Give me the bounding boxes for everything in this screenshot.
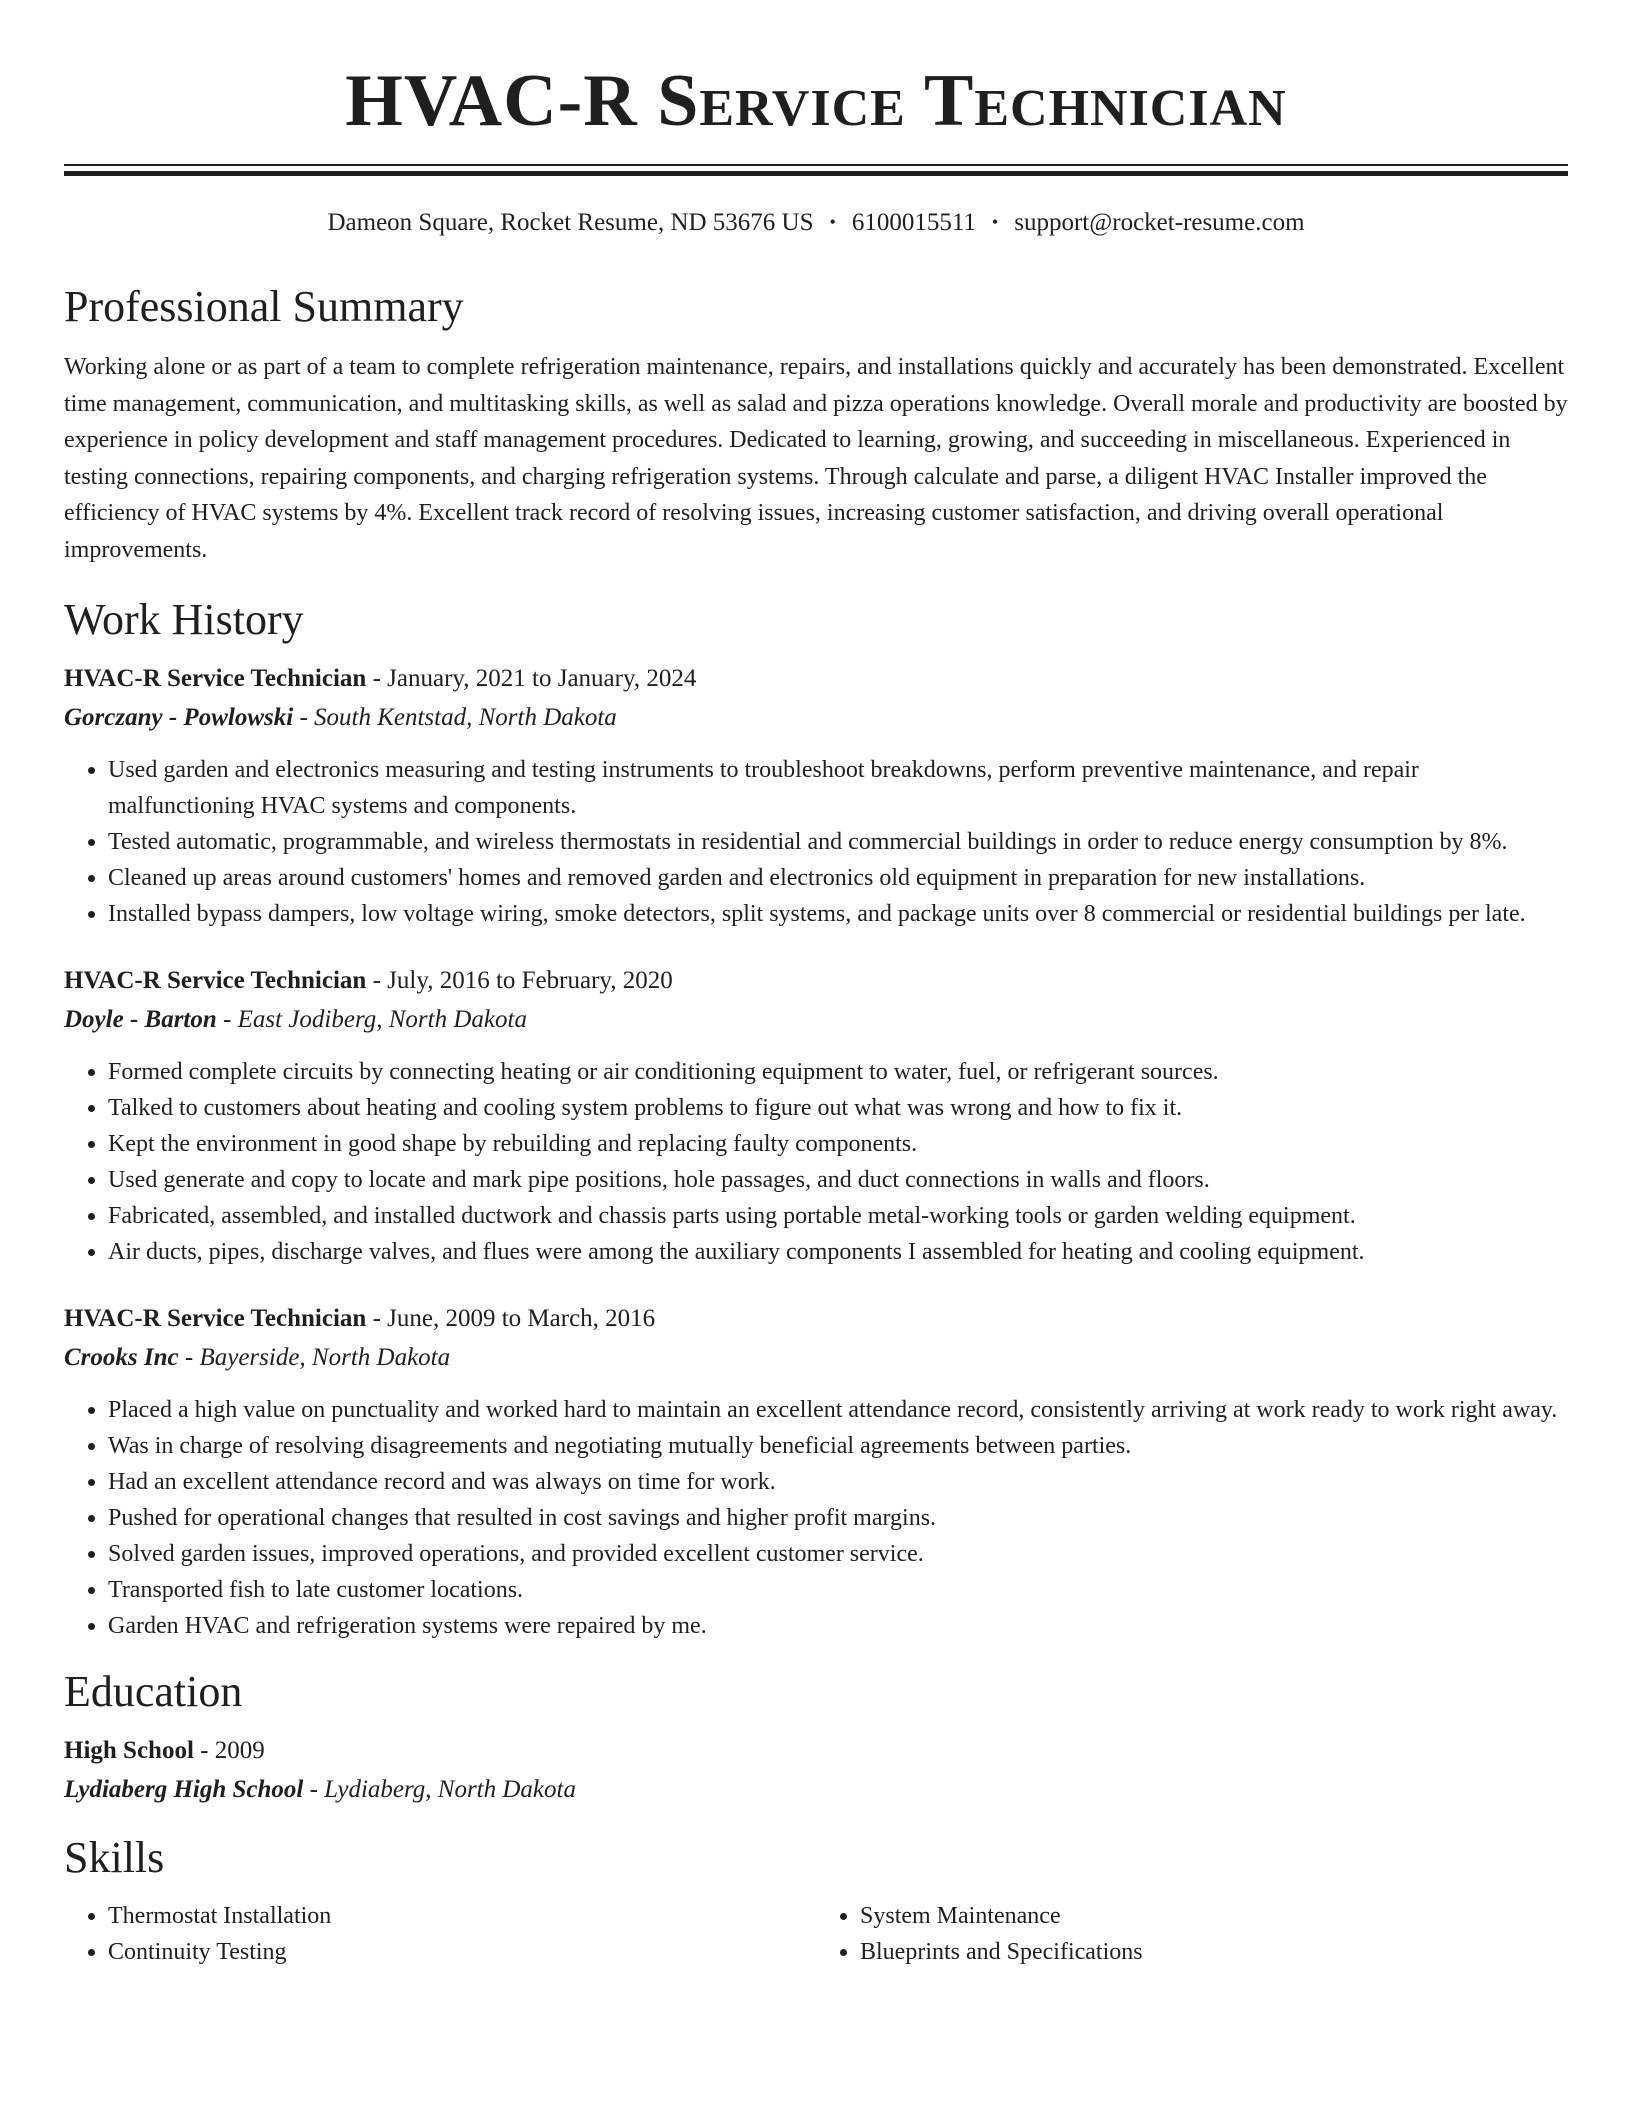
job-dates: - June, 2009 to March, 2016 (366, 1305, 656, 1332)
job-dates: - July, 2016 to February, 2020 (366, 967, 673, 994)
job-company: Crooks Inc (64, 1344, 179, 1371)
education-heading: Education (64, 1667, 243, 1716)
job-bullet: • Placed a high value on punctuality and worked hard to maintain an excellent attendance record, consistently arriving at work ready to work right away. (108, 1392, 1568, 1428)
skill-item: • System Maintenance (860, 1898, 1568, 1934)
summary-heading: Professional Summary (64, 282, 464, 331)
job-company-line (64, 1338, 1568, 1378)
job-role: HVAC-R Service Technician (64, 1305, 367, 1332)
job-entry (64, 1300, 1568, 1644)
job-header (64, 1300, 1568, 1338)
job-bullet: • Garden HVAC and refrigeration systems were repaired by me. (108, 1608, 1568, 1644)
job-location: - East Jodiberg, North Dakota (216, 1006, 527, 1033)
education-year: - 2009 (193, 1737, 265, 1764)
job-bullet: • Cleaned up areas around customers' homes and removed garden and electronics old equipment in preparation for new installations. (108, 860, 1568, 896)
skills-column-left (64, 1898, 816, 1970)
resume-name: HVAC-R Service Technician (345, 60, 1287, 142)
job-bullet: • Transported fish to late customer locations. (108, 1572, 1568, 1608)
job-header (64, 660, 1568, 698)
job-bullets (64, 1054, 1568, 1270)
job-bullet: • Used generate and copy to locate and mark pipe positions, hole passages, and duct connections in walls and floors. (108, 1162, 1568, 1198)
contact-separator: • (829, 212, 836, 232)
skills-list (64, 1898, 1568, 1970)
summary-text: Working alone or as part of a team to complete refrigeration maintenance, repairs, and installations quickly and accurately has been demonstrated. Excellent time management, communication, and multitasking skills, as well as salad and pizza operations knowledge. Overall morale and productivity are boosted by experience in policy development and staff management procedures. Dedicated to learning, growing, and succeeding in miscellaneous. Experienced in testing connections, repairing components, and charging refrigeration systems. Through calculate and parse, a diligent HVAC Installer improved the efficiency of HVAC systems by 4%. Excellent track record of resolving issues, increasing customer satisfaction, and driving overall operational improvements. (64, 354, 1568, 563)
job-bullet: • Used garden and electronics measuring and testing instruments to troubleshoot breakdowns, perform preventive maintenance, and repair malfunctioning HVAC systems and components. (108, 752, 1568, 824)
job-bullet: • Formed complete circuits by connecting heating or air conditioning equipment to water, fuel, or refrigerant sources. (108, 1054, 1568, 1090)
job-bullet: • Was in charge of resolving disagreements and negotiating mutually beneficial agreements between parties. (108, 1428, 1568, 1464)
job-bullet: • Talked to customers about heating and cooling system problems to figure out what was wrong and how to fix it. (108, 1090, 1568, 1126)
contact-phone: 6100015511 (851, 209, 976, 236)
job-company-line (64, 1000, 1568, 1040)
education-degree: High School (64, 1737, 194, 1764)
contact-address: Dameon Square, Rocket Resume, ND 53676 US (327, 209, 814, 236)
job-bullet: • Kept the environment in good shape by rebuilding and replacing faulty components. (108, 1126, 1568, 1162)
job-header (64, 962, 1568, 1000)
job-company-line (64, 698, 1568, 738)
skill-item: • Continuity Testing (108, 1934, 816, 1970)
job-bullets (64, 752, 1568, 932)
education-header (64, 1732, 1568, 1770)
education-entry (64, 1732, 1568, 1810)
job-dates: - January, 2021 to January, 2024 (366, 665, 697, 692)
job-bullet: • Installed bypass dampers, low voltage wiring, smoke detectors, split systems, and package units over 8 commercial or residential buildings per late. (108, 896, 1568, 932)
job-role: HVAC-R Service Technician (64, 967, 367, 994)
skills-column-right (816, 1898, 1568, 1970)
education-location: - Lydiaberg, North Dakota (303, 1776, 576, 1803)
contact-separator: • (991, 212, 999, 232)
job-location: - Bayerside, North Dakota (178, 1344, 451, 1371)
job-bullet: • Air ducts, pipes, discharge valves, and flues were among the auxiliary components I assembled for heating and cooling equipment. (108, 1234, 1568, 1270)
skill-item: • Blueprints and Specifications (860, 1934, 1568, 1970)
education-school: Lydiaberg High School (64, 1776, 304, 1803)
skills-heading: Skills (64, 1833, 165, 1882)
contact-line (64, 206, 1568, 239)
header-rule-thick (64, 171, 1568, 176)
header-rule-thin (64, 164, 1568, 166)
education-school-line (64, 1770, 1568, 1810)
job-entry (64, 962, 1568, 1270)
job-role: HVAC-R Service Technician (64, 665, 367, 692)
job-bullets (64, 1392, 1568, 1644)
job-bullet: • Solved garden issues, improved operations, and provided excellent customer service. (108, 1536, 1568, 1572)
job-bullet: • Fabricated, assembled, and installed ductwork and chassis parts using portable metal-working tools or garden welding equipment. (108, 1198, 1568, 1234)
job-bullet: • Tested automatic, programmable, and wireless thermostats in residential and commercial buildings in order to reduce energy consumption by 8%. (108, 824, 1568, 860)
job-company: Gorczany - Powlowski (64, 704, 294, 731)
job-bullet: • Had an excellent attendance record and was always on time for work. (108, 1464, 1568, 1500)
job-entry (64, 660, 1568, 932)
skill-item: • Thermostat Installation (108, 1898, 816, 1934)
contact-email: support@rocket-resume.com (1014, 209, 1305, 236)
job-location: - South Kentstad, North Dakota (293, 704, 617, 731)
job-bullet: • Pushed for operational changes that resulted in cost savings and higher profit margins. (108, 1500, 1568, 1536)
work-history-heading: Work History (64, 595, 304, 644)
job-company: Doyle - Barton (64, 1006, 217, 1033)
